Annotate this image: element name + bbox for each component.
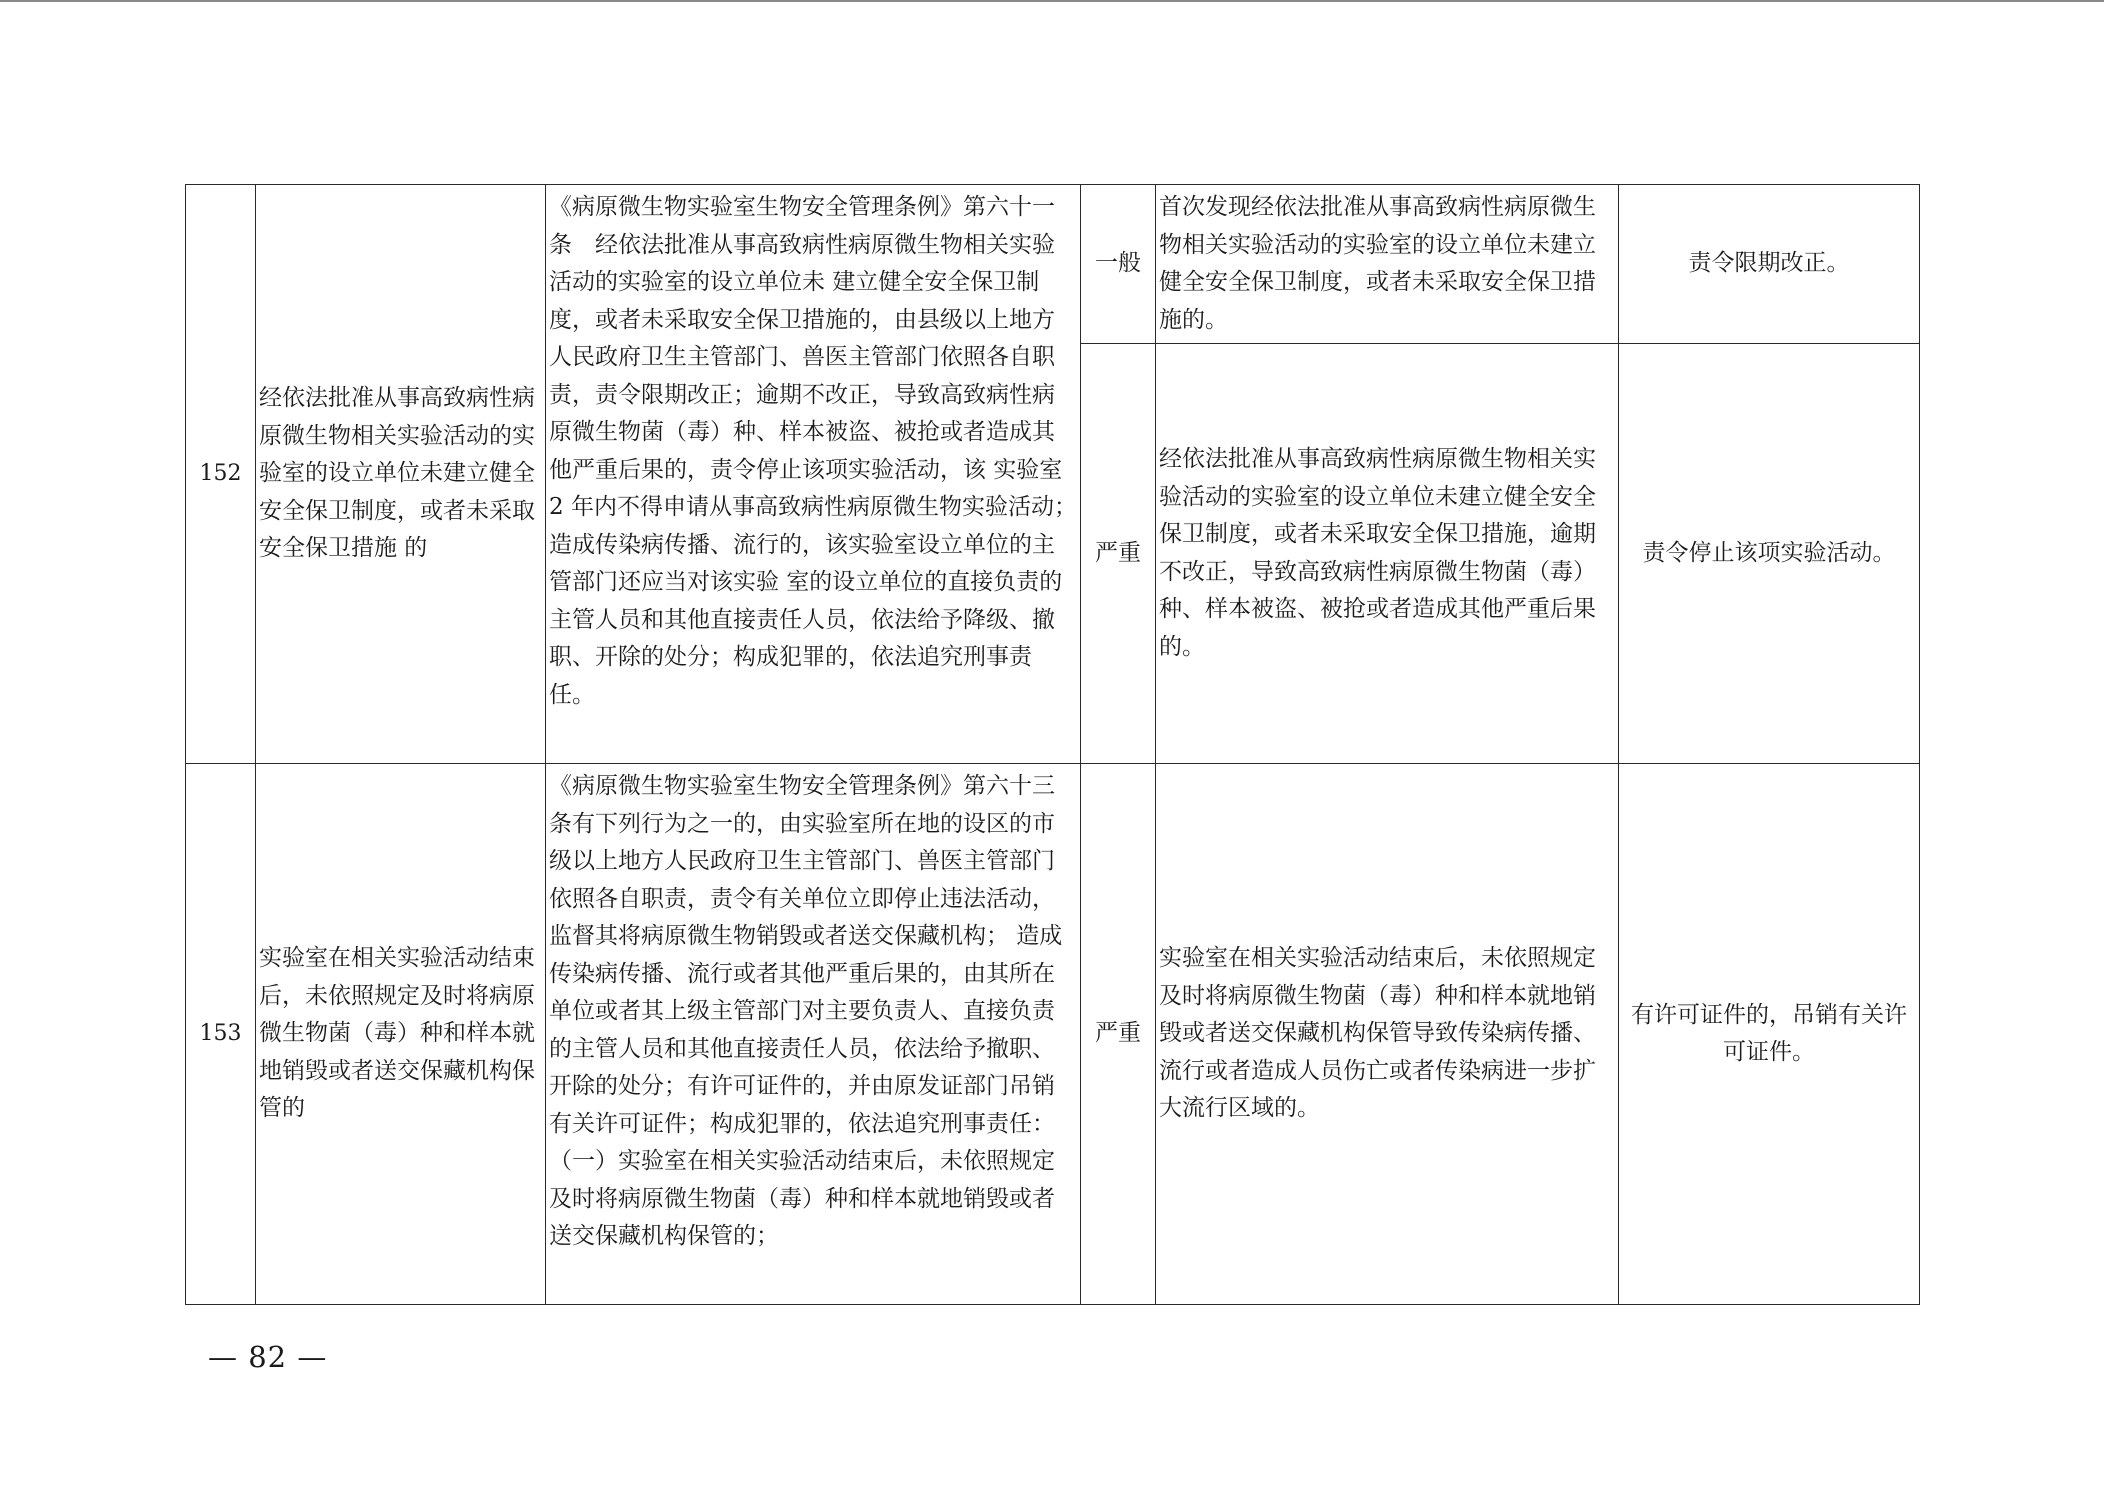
penalty-standard: 责令限期改正。 xyxy=(1619,185,1920,344)
page-number: — 82 — xyxy=(208,1340,328,1374)
top-border-line xyxy=(0,0,2104,2)
row-number: 153 xyxy=(186,764,256,1305)
penalty-standard: 责令停止该项实验活动。 xyxy=(1619,344,1920,764)
penalty-standards-table xyxy=(185,184,1920,1305)
penalty-standard: 有许可证件的，吊销有关许可证件。 xyxy=(1619,764,1920,1305)
violation-level: 严重 xyxy=(1081,344,1156,764)
violation-situation: 实验室在相关实验活动结束后，未依照规定及时将病原微生物菌（毒）种和样本就地销毁或者送交保藏机构保管导致传染病传播、流行或者造成人员伤亡或者传染病进一步扩大流行区域的。 xyxy=(1156,764,1619,1305)
table-row-153-serious xyxy=(186,764,1920,1305)
row-number: 152 xyxy=(186,185,256,764)
table-row-152-general xyxy=(186,185,1920,344)
legal-basis: 《病原微生物实验室生物安全管理条例》第六十三条有下列行为之一的，由实验室所在地的设区的市级以上地方人民政府卫生主管部门、兽医主管部门依照各自职责，责令有关单位立即停止违法活动，监督其将病原微生物销毁或者送交保藏机构； 造成传染病传播、流行或者其他严重后果的，由其所在单位或者其上级主管部门对主要负责人、直接负责的主管人员和其他直接责任人员，依法给予撤职、开除的处分；有许可证件的，并由原发证部门吊销有关许可证件；构成犯罪的，依法追究刑事责任：（一）实验室在相关实验活动结束后，未依照规定及时将病原微生物菌（毒）种和样本就地销毁或者送交保藏机构保管的； xyxy=(546,764,1081,1305)
violation-situation: 经依法批准从事高致病性病原微生物相关实验活动的实验室的设立单位未建立健全安全保卫制度，或者未采取安全保卫措施，逾期不改正，导致高致病性病原微生物菌（毒）种、样本被盗、被抢或者造成其他严重后果的。 xyxy=(1156,344,1619,764)
violation-behavior: 经依法批准从事高致病性病原微生物相关实验活动的实验室的设立单位未建立健全安全保卫制度，或者未采取安全保卫措施 的 xyxy=(256,185,546,764)
violation-situation: 首次发现经依法批准从事高致病性病原微生物相关实验活动的实验室的设立单位未建立健全安全保卫制度，或者未采取安全保卫措施的。 xyxy=(1156,185,1619,344)
violation-level: 严重 xyxy=(1081,764,1156,1305)
legal-basis: 《病原微生物实验室生物安全管理条例》第六十一条 经依法批准从事高致病性病原微生物相关实验活动的实验室的设立单位未 建立健全安全保卫制度，或者未采取安全保卫措施的，由县级以上地方人民政府卫生主管部门、兽医主管部门依照各自职责，责令限期改正；逾期不改正，导致高致病性病原微生物菌（毒）种、样本被盗、被抢或者造成其他严重后果的，责令停止该项实验活动，该 实验室 2 年内不得申请从事高致病性病原微生物实验活动；造成传染病传播、流行的，该实验室设立单位的主管部门还应当对该实验 室的设立单位的直接负责的主管人员和其他直接责任人员，依法给予降级、撤职、开除的处分；构成犯罪的，依法追究刑事责任。 xyxy=(546,185,1081,764)
violation-behavior: 实验室在相关实验活动结束后，未依照规定及时将病原微生物菌（毒）种和样本就地销毁或者送交保藏机构保管的 xyxy=(256,764,546,1305)
violation-level: 一般 xyxy=(1081,185,1156,344)
